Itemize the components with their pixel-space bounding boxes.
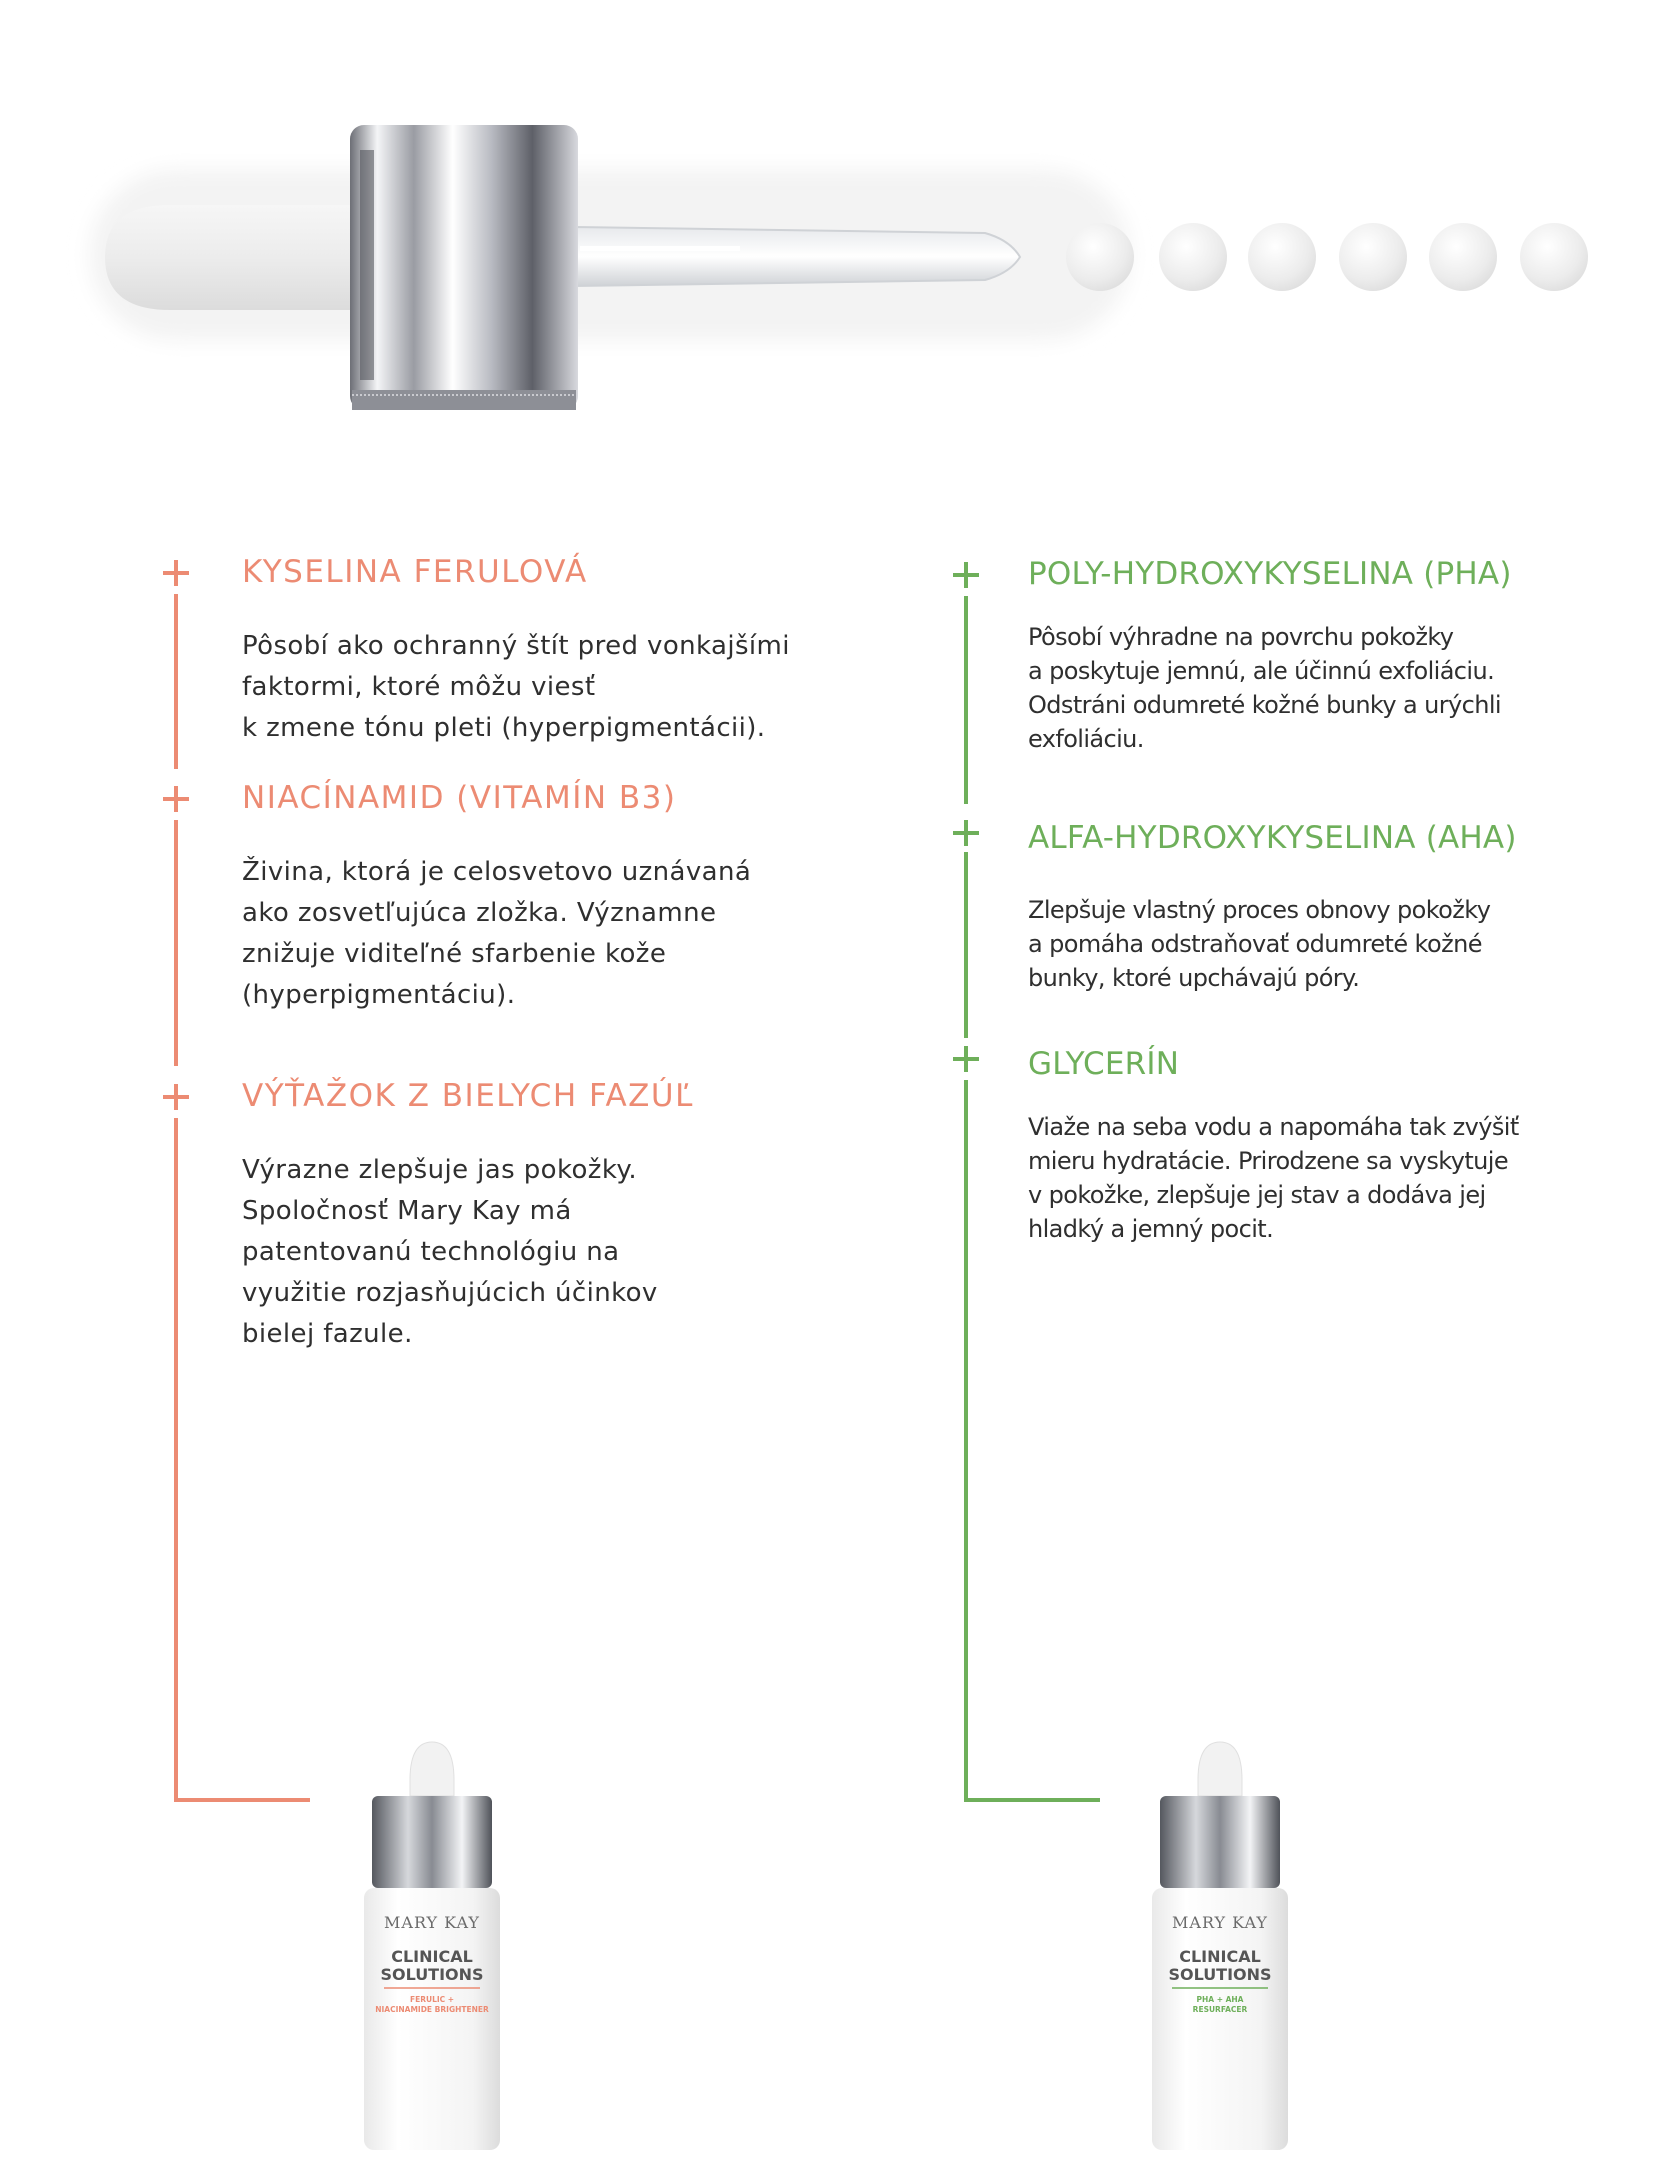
product-brand: MARY KAY	[1172, 1913, 1268, 1932]
product-line: CLINICAL	[1179, 1947, 1261, 1966]
ingredient-title: NIACÍNAMID (VITAMÍN B3)	[242, 780, 677, 816]
plus-icon	[163, 786, 189, 812]
ingredient-description: Viaže na seba vodu a napomáha tak zvýšiť mieru hydratácie. Prirodzene sa vyskytuje v pokožke, zlepšuje jej stav a dodáva jej hladký a jemný pocit.	[1028, 1113, 1519, 1243]
right-timeline-line	[964, 852, 968, 1038]
dropper-illustration	[0, 0, 1670, 480]
ingredient-title: VÝŤAŽOK Z BIELYCH FAZÚĽ	[242, 1078, 694, 1114]
product-line: SOLUTIONS	[380, 1965, 484, 1984]
plus-icon	[163, 1084, 189, 1110]
ingredient-description: Pôsobí výhradne na povrchu pokožky a poskytuje jemnú, ale účinnú exfoliáciu. Odstráni odumreté kožné bunky a urýchli exfoliáciu.	[1028, 623, 1501, 753]
product-brand: MARY KAY	[384, 1913, 480, 1932]
product-variant: RESURFACER	[1192, 2005, 1248, 2014]
left-timeline-line	[174, 820, 178, 1066]
product-bottle-resurfacer	[1150, 1700, 1290, 2160]
product-line: SOLUTIONS	[1168, 1965, 1272, 1984]
product-variant: PHA + AHA	[1196, 1995, 1244, 2004]
plus-icon	[953, 1046, 979, 1072]
ingredient-title: GLYCERÍN	[1028, 1046, 1180, 1082]
product-variant: NIACINAMIDE BRIGHTENER	[375, 2005, 489, 2014]
plus-icon	[163, 560, 189, 586]
right-timeline-line	[964, 1080, 968, 1802]
ingredient-description: Výrazne zlepšuje jas pokožky. Spoločnosť Mary Kay má patentovanú technológiu na využitie rozjasňujúcich účinkov bielej fazule.	[242, 1155, 658, 1349]
ingredient-title: POLY-HYDROXYKYSELINA (PHA)	[1028, 556, 1512, 592]
right-timeline-line	[964, 596, 968, 804]
left-timeline-line	[174, 1118, 178, 1802]
left-timeline-line	[174, 594, 178, 769]
product-bottle-brightener	[362, 1700, 502, 2160]
product-line: CLINICAL	[391, 1947, 473, 1966]
right-timeline-foot	[964, 1798, 1100, 1802]
product-variant: FERULIC +	[409, 1995, 455, 2004]
ingredient-title: ALFA-HYDROXYKYSELINA (AHA)	[1028, 820, 1517, 856]
ingredient-description: Pôsobí ako ochranný štít pred vonkajšími faktormi, ktoré môžu viesť k zmene tónu pleti (hyperpigmentácii).	[242, 631, 790, 743]
ingredient-description: Zlepšuje vlastný proces obnovy pokožky a pomáha odstraňovať odumreté kožné bunky, ktoré upchávajú póry.	[1028, 896, 1491, 992]
plus-icon	[953, 562, 979, 588]
ingredient-description: Živina, ktorá je celosvetovo uznávaná ako zosvetľujúca zložka. Významne znižuje viditeľné sfarbenie kože (hyperpigmentáciu).	[242, 857, 752, 1010]
plus-icon	[953, 820, 979, 846]
left-timeline-foot	[174, 1798, 310, 1802]
ingredient-title: KYSELINA FERULOVÁ	[242, 554, 588, 590]
